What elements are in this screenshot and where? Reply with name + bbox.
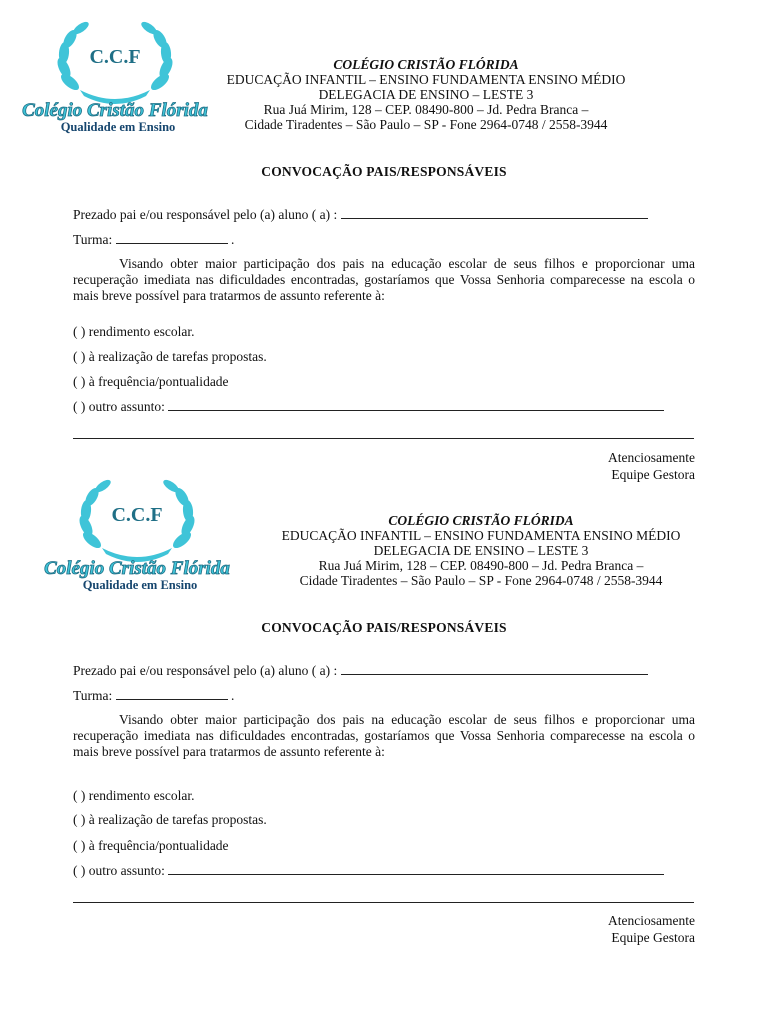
logo-tagline: Qualidade em Ensino	[60, 120, 176, 134]
option-frequencia[interactable]: ( ) à frequência/pontualidade	[73, 374, 229, 389]
turma-field[interactable]	[116, 689, 228, 700]
turma-label: Turma:	[73, 688, 113, 703]
school-header	[265, 513, 697, 588]
outro-assunto-field[interactable]	[168, 400, 664, 411]
extra-line-field[interactable]	[73, 438, 694, 439]
student-name-field[interactable]	[341, 208, 648, 219]
school-logo	[18, 18, 218, 138]
school-logo	[40, 476, 240, 596]
option-rendimento[interactable]: ( ) rendimento escolar.	[73, 788, 195, 803]
turma-end: .	[231, 688, 235, 703]
convocation-body: Visando obter maior participação dos pais na educação escolar de seus filhos e proporcionar uma recuperação imediata nas dificuldades encontradas, gostaríamos que Vossa Senhoria comparecesse na escola o mais breve possível para tratarmos de assunto referente à:	[73, 256, 695, 303]
logo-tagline: Qualidade em Ensino	[82, 578, 198, 592]
option-outro-row	[73, 399, 664, 415]
convocation-form-2	[0, 464, 768, 945]
outro-assunto-field[interactable]	[168, 864, 664, 875]
logo-script-name: Colégio Cristão Flórida	[22, 100, 208, 121]
student-name-field[interactable]	[341, 664, 648, 675]
signature-block	[608, 912, 695, 946]
header-line-city-phone: Cidade Tiradentes – São Paulo – SP - Fone 2964-0748 / 2558-3944	[244, 117, 608, 132]
header-line-city-phone: Cidade Tiradentes – São Paulo – SP - Fone 2964-0748 / 2558-3944	[299, 573, 663, 588]
form-title: CONVOCAÇÃO PAIS/RESPONSÁVEIS	[261, 164, 507, 179]
header-line-delegacia: DELEGACIA DE ENSINO – LESTE 3	[373, 543, 589, 558]
student-name-label: Prezado pai e/ou responsável pelo (a) aluno ( a) :	[73, 663, 338, 678]
turma-row	[73, 232, 234, 248]
signature: Equipe Gestora	[611, 467, 695, 482]
form-title: CONVOCAÇÃO PAIS/RESPONSÁVEIS	[261, 620, 507, 635]
student-name-row	[73, 663, 648, 679]
header-line-address: Rua Juá Mirim, 128 – CEP. 08490-800 – Jd. Pedra Branca –	[318, 558, 644, 573]
extra-line-field[interactable]	[73, 902, 694, 903]
logo-initials: C.C.F	[111, 504, 163, 526]
school-name: COLÉGIO CRISTÃO FLÓRIDA	[333, 57, 519, 72]
header-line-address: Rua Juá Mirim, 128 – CEP. 08490-800 – Jd. Pedra Branca –	[263, 102, 589, 117]
school-name: COLÉGIO CRISTÃO FLÓRIDA	[388, 513, 574, 528]
student-name-row	[73, 207, 648, 223]
turma-field[interactable]	[116, 233, 228, 244]
closing: Atenciosamente	[608, 913, 695, 928]
school-header	[210, 57, 642, 132]
option-outro-row	[73, 863, 664, 879]
student-name-label: Prezado pai e/ou responsável pelo (a) aluno ( a) :	[73, 207, 338, 222]
option-frequencia[interactable]: ( ) à frequência/pontualidade	[73, 838, 229, 853]
option-outro[interactable]: ( ) outro assunto:	[73, 863, 165, 878]
convocation-form-1	[0, 0, 768, 482]
signature: Equipe Gestora	[611, 930, 695, 945]
logo-initials: C.C.F	[89, 46, 141, 68]
option-tarefas[interactable]: ( ) à realização de tarefas propostas.	[73, 812, 267, 827]
header-line-levels: EDUCAÇÃO INFANTIL – ENSINO FUNDAMENTA ENSINO MÉDIO	[226, 72, 626, 87]
logo-script-name: Colégio Cristão Flórida	[44, 558, 230, 579]
turma-label: Turma:	[73, 232, 113, 247]
option-rendimento[interactable]: ( ) rendimento escolar.	[73, 324, 195, 339]
header-line-levels: EDUCAÇÃO INFANTIL – ENSINO FUNDAMENTA ENSINO MÉDIO	[281, 528, 681, 543]
turma-row	[73, 688, 234, 704]
convocation-body: Visando obter maior participação dos pais na educação escolar de seus filhos e proporcionar uma recuperação imediata nas dificuldades encontradas, gostaríamos que Vossa Senhoria comparecesse na escola o mais breve possível para tratarmos de assunto referente à:	[73, 712, 695, 759]
turma-end: .	[231, 232, 235, 247]
option-tarefas[interactable]: ( ) à realização de tarefas propostas.	[73, 349, 267, 364]
option-outro[interactable]: ( ) outro assunto:	[73, 399, 165, 414]
header-line-delegacia: DELEGACIA DE ENSINO – LESTE 3	[318, 87, 534, 102]
closing: Atenciosamente	[608, 450, 695, 465]
